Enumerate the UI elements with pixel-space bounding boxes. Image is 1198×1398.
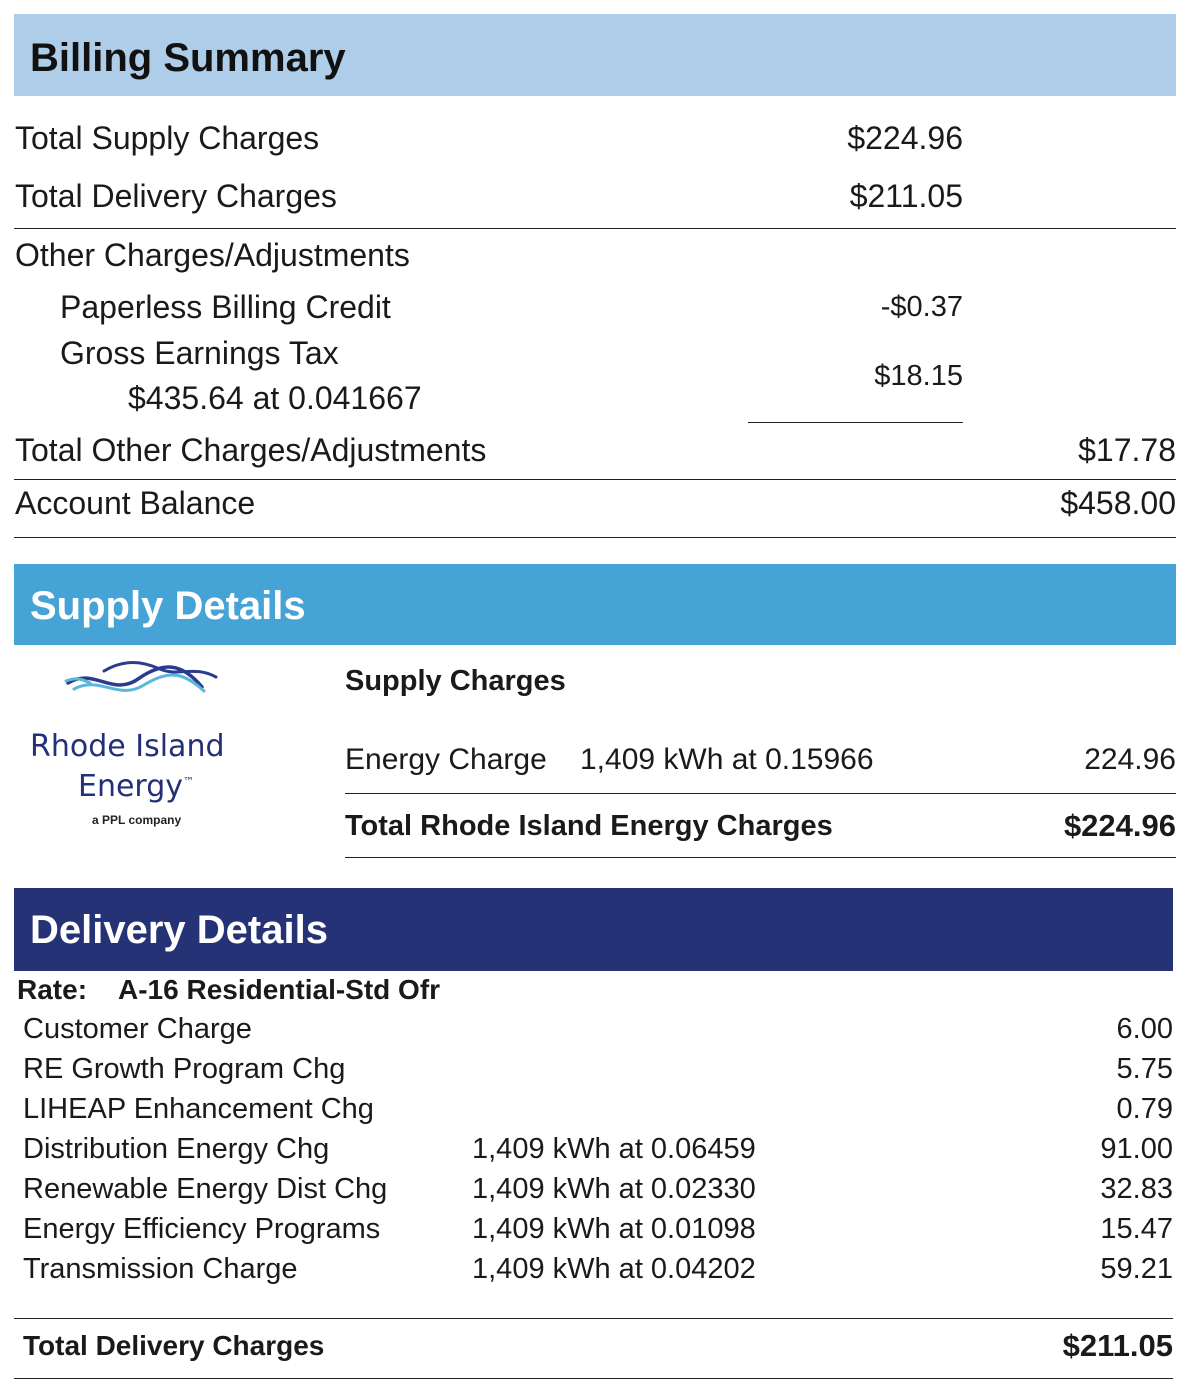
divider (14, 479, 1176, 480)
paperless-credit-label: Paperless Billing Credit (60, 289, 391, 325)
other-charges-label: Other Charges/Adjustments (15, 237, 410, 273)
divider (14, 228, 1176, 229)
energy-charge-label: Energy Charge (345, 743, 547, 776)
item-label: Distribution Energy Chg (23, 1133, 330, 1165)
billing-summary-title: Billing Summary (30, 36, 346, 80)
item-label: Transmission Charge (23, 1253, 298, 1285)
divider (345, 793, 1176, 794)
billing-summary-header (14, 14, 1176, 96)
item-amount: 15.47 (1100, 1213, 1173, 1245)
total-other-charges-label: Total Other Charges/Adjustments (15, 432, 487, 468)
logo-tagline: a PPL company (92, 813, 182, 827)
item-detail: 1,409 kWh at 0.01098 (472, 1213, 756, 1245)
rhode-island-energy-logo (20, 655, 260, 835)
logo-line-2 (78, 769, 194, 804)
gross-earnings-tax-label: Gross Earnings Tax (60, 335, 339, 371)
item-detail: 1,409 kWh at 0.06459 (472, 1133, 756, 1165)
account-balance-amount: $458.00 (1060, 485, 1176, 521)
energy-charge-detail: 1,409 kWh at 0.15966 (580, 743, 874, 776)
total-supply-charges-amount: $224.96 (847, 120, 963, 156)
rate-label: Rate: (17, 974, 88, 1005)
logo-line-2-text: Energy (78, 769, 184, 804)
item-label: Renewable Energy Dist Chg (23, 1173, 388, 1205)
account-balance-label: Account Balance (15, 485, 256, 521)
item-label: RE Growth Program Chg (23, 1053, 346, 1085)
item-amount: 91.00 (1100, 1133, 1173, 1165)
delivery-details-header (14, 888, 1173, 971)
total-delivery-charges-footer-label: Total Delivery Charges (23, 1330, 325, 1361)
total-other-charges-amount: $17.78 (1078, 432, 1176, 468)
supply-details-header (14, 564, 1176, 645)
total-delivery-charges-label: Total Delivery Charges (15, 178, 337, 214)
item-detail: 1,409 kWh at 0.02330 (472, 1173, 756, 1205)
divider (14, 1378, 1173, 1379)
supply-details-title: Supply Details (30, 584, 306, 628)
energy-charge-amount: 224.96 (1084, 743, 1176, 776)
item-amount: 59.21 (1100, 1253, 1173, 1285)
total-delivery-charges-amount: $211.05 (849, 178, 963, 214)
item-amount: 6.00 (1116, 1013, 1173, 1045)
item-label: Energy Efficiency Programs (23, 1213, 381, 1245)
gross-earnings-tax-detail: $435.64 at 0.041667 (128, 380, 422, 416)
divider (14, 1318, 1173, 1319)
total-rie-charges-amount: $224.96 (1063, 808, 1176, 843)
item-amount: 5.75 (1116, 1053, 1173, 1085)
divider (14, 537, 1176, 538)
logo-line-1: Rhode Island (30, 729, 225, 764)
subtotal-divider (748, 422, 963, 423)
rate-value: A-16 Residential-Std Ofr (118, 974, 441, 1005)
total-supply-charges-label: Total Supply Charges (15, 120, 320, 156)
paperless-credit-amount: -$0.37 (880, 291, 963, 323)
item-label: Customer Charge (23, 1013, 252, 1045)
trademark: ™ (183, 775, 195, 788)
item-detail: 1,409 kWh at 0.04202 (472, 1253, 756, 1285)
divider (345, 857, 1176, 858)
item-amount: 0.79 (1116, 1093, 1173, 1125)
item-label: LIHEAP Enhancement Chg (23, 1093, 374, 1125)
supply-charges-heading: Supply Charges (345, 665, 566, 697)
waves-icon (64, 657, 224, 707)
gross-earnings-tax-amount: $18.15 (874, 360, 963, 392)
delivery-details-title: Delivery Details (30, 908, 328, 952)
item-amount: 32.83 (1100, 1173, 1173, 1205)
total-rie-charges-label: Total Rhode Island Energy Charges (345, 810, 833, 842)
total-delivery-charges-footer-amount: $211.05 (1062, 1328, 1173, 1363)
